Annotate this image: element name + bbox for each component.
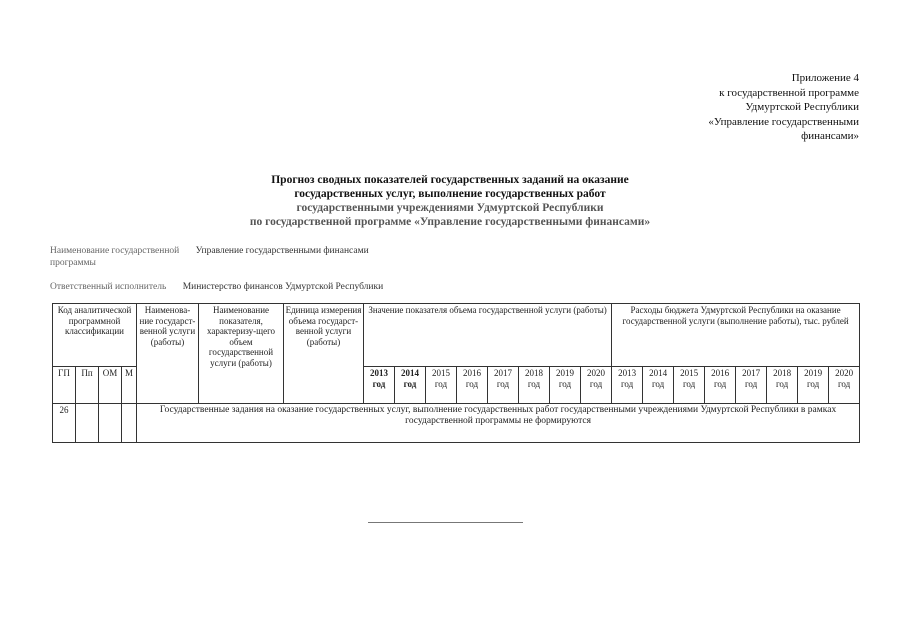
header-unit: Единица измерения объема государст-венной услуги (работы) <box>284 304 364 404</box>
title-line: Прогноз сводных показателей государственных заданий на оказание <box>271 174 629 186</box>
indicators-table <box>52 303 860 443</box>
expense-year: 2018 год <box>767 367 798 404</box>
document-title <box>130 173 770 229</box>
title-line: государственными учреждениями Удмуртской Республики <box>296 202 604 214</box>
expense-year: 2014 год <box>643 367 674 404</box>
header-expenses: Расходы бюджета Удмуртской Республики на оказание государственной услуги (выполнение работы), тыс. рублей <box>612 304 860 367</box>
expense-year: 2020 год <box>829 367 860 404</box>
volume-year: 2015 год <box>426 367 457 404</box>
row-om-code <box>99 404 122 443</box>
header-code: Код аналитической программной классификации <box>53 304 137 367</box>
appendix-line: Приложение 4 <box>791 72 859 84</box>
appendix-header <box>708 71 859 144</box>
expense-year: 2017 год <box>736 367 767 404</box>
title-line: государственных услуг, выполнение государственных работ <box>294 188 606 200</box>
appendix-line: финансами» <box>801 130 859 142</box>
table-row <box>53 404 860 443</box>
volume-year: 2016 год <box>457 367 488 404</box>
volume-year: 2019 год <box>550 367 581 404</box>
expense-year: 2016 год <box>705 367 736 404</box>
row-gp-code: 26 <box>53 404 76 443</box>
header-service-name: Наименова-ние государст-венной услуги (работы) <box>137 304 199 404</box>
expense-year: 2015 год <box>674 367 705 404</box>
executor-label: Ответственный исполнитель <box>50 282 167 292</box>
subheader-pp: Пп <box>76 367 99 404</box>
program-name-row <box>50 246 369 256</box>
volume-year: 2020 год <box>581 367 612 404</box>
volume-year: 2013 год <box>364 367 395 404</box>
volume-year: 2017 год <box>488 367 519 404</box>
title-line: по государственной программе «Управление государственными финансами» <box>249 216 651 228</box>
subheader-om: ОМ <box>99 367 122 404</box>
program-value: Управление государственными финансами <box>195 246 369 256</box>
appendix-line: «Управление государственными <box>708 115 859 128</box>
executor-row <box>50 282 383 292</box>
row-merged-text: Государственные задания на оказание государственных услуг, выполнение государственных работ государственными учреждениями Удмуртской Республики в рамках государственной программы не формируются <box>137 404 860 443</box>
expense-year: 2013 год <box>612 367 643 404</box>
row-pp-code <box>76 404 99 443</box>
executor-value: Министерство финансов Удмуртской Республики <box>182 282 384 292</box>
appendix-line: Удмуртской Республики <box>745 101 859 113</box>
subheader-m: М <box>122 367 137 404</box>
row-m-code <box>122 404 137 443</box>
subheader-gp: ГП <box>53 367 76 404</box>
header-indicator-name: Наименование показателя, характеризу-щего объем государственной услуги (работы) <box>199 304 284 404</box>
program-label-cont: программы <box>50 258 96 268</box>
header-volume: Значение показателя объема государственной услуги (работы) <box>364 304 612 367</box>
volume-year: 2014 год <box>395 367 426 404</box>
appendix-line: к государственной программе <box>719 86 859 99</box>
expense-year: 2019 год <box>798 367 829 404</box>
program-label: Наименование государственной <box>50 246 180 256</box>
volume-year: 2018 год <box>519 367 550 404</box>
footer-divider <box>368 522 523 523</box>
